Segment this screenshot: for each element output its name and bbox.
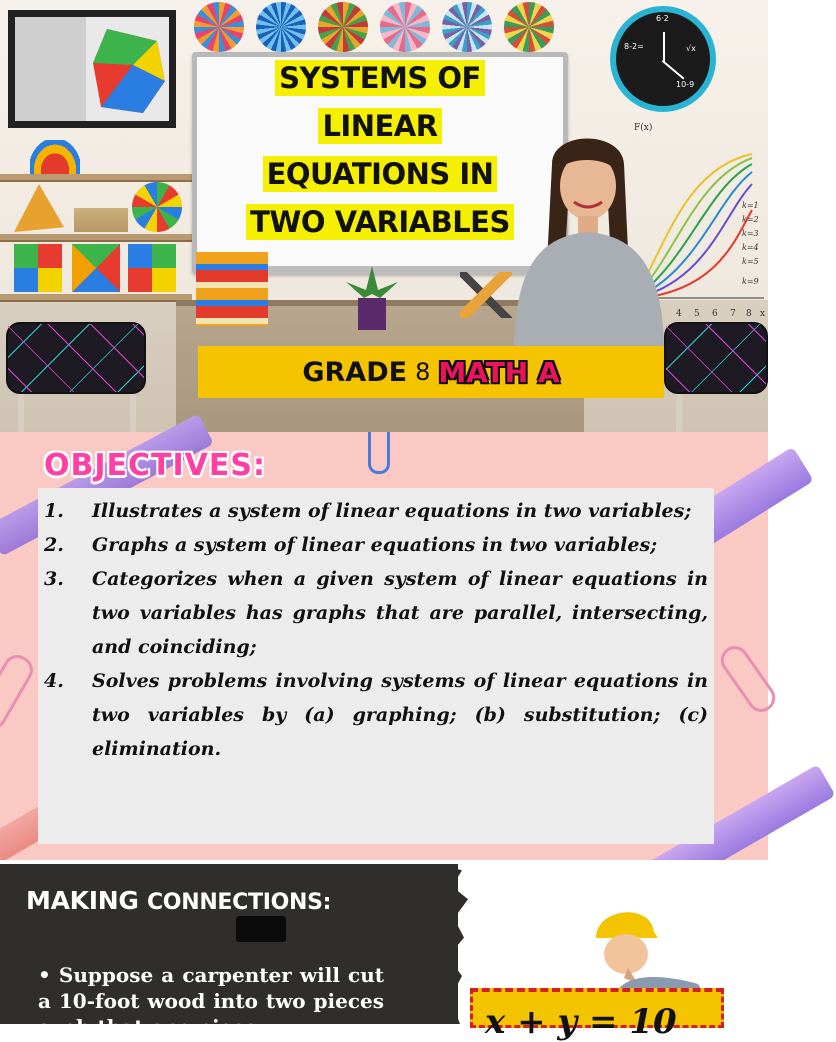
stool [664,322,768,394]
legend-entry: k=5 [742,257,759,266]
grade-number: 8 [415,358,431,386]
rubiks-cube-icon [14,244,62,292]
paperclip-icon [0,650,38,734]
clock-number: √x [686,44,696,53]
mandala-icon [380,2,430,52]
paperclip-icon [715,641,780,718]
geometry-picture-frame [8,10,176,128]
stool-leg [676,394,682,432]
stool-leg [18,394,24,432]
objective-item [44,494,708,528]
stool-leg [130,394,136,432]
pyramid-icon [14,184,64,232]
objective-text: Illustrates a system of linear equations in two variables; [92,500,692,522]
wooden-blocks-icon [74,192,128,232]
title-line: EQUATIONS IN [263,156,498,192]
rubiks-cube-icon [128,244,176,292]
binder-clip-icon [368,432,390,474]
legend-entry: k=3 [742,229,759,238]
objective-text: Solves problems involving systems of linear equations in two variables by (a) graphing; (b) substitution; (c) elimination. [92,670,708,760]
grade-banner [198,346,664,398]
grade-word: GRADE [302,356,408,388]
mandala-icon [256,2,306,52]
objective-item [44,664,708,766]
clock-number: 6·2 [656,14,669,23]
objective-item [44,528,708,562]
stool [6,322,146,394]
binder-clip-icon [236,916,286,942]
potted-plant-icon [344,264,400,332]
legend-entry: k=1 [742,201,759,210]
shelf [0,234,192,242]
carpenter-icon [588,898,708,1000]
legend-entry: k=2 [742,215,759,224]
chart-tick: 5 [694,309,700,319]
mandala-icon [442,2,492,52]
objective-text: Categorizes when a given system of linear equations in two variables has graphs that are parallel, intersecting, and coinciding; [92,568,708,658]
chart-tick: 8 [746,309,752,319]
mandala-icon [194,2,244,52]
stacking-rings-icon [30,140,80,174]
objective-number: 2. [44,534,64,556]
objectives-heading: OBJECTIVES: [44,448,266,483]
chart-x-label: x [760,309,766,319]
lesson-title [194,60,566,252]
chart-tick: 7 [730,309,736,319]
objectives-card [38,488,714,844]
connections-title [26,886,331,915]
problem-text: • Suppose a carpenter will cut a 10-foot wood into two pieces such that one piece [38,963,384,1039]
dodecahedron-icon [132,182,182,232]
connections-title-word: CONNECTIONS: [146,890,332,915]
math-clock [610,6,716,112]
teacher-photo [512,124,666,346]
shelf [0,174,192,182]
classroom-banner [0,0,768,432]
objective-number: 3. [44,568,64,590]
equation-box [470,988,724,1042]
objectives-section [0,432,768,860]
clock-hand [662,60,685,80]
objective-number: 4. [44,670,64,692]
chart-y-label: F(x) [634,123,653,133]
mandala-icon [318,2,368,52]
clock-number: 8-2= [624,42,644,51]
clock-hand [663,32,665,62]
title-line: SYSTEMS OF [275,60,485,96]
equation-text: x + y = 10 [485,1002,677,1042]
making-connections-section [0,860,768,1042]
objective-number: 1. [44,500,64,522]
legend-entry: k=9 [742,277,759,286]
polyhedron-icon [15,17,169,121]
chart-tick: 6 [712,309,718,319]
shelf [0,294,192,302]
tools-icon [460,272,512,318]
title-line: TWO VARIABLES [246,204,514,240]
objective-item [44,562,708,664]
mandala-icon [504,2,554,52]
title-line: LINEAR [318,108,441,144]
books-icon [196,252,268,326]
objective-text: Graphs a system of linear equations in two variables; [92,534,658,556]
clock-number: 10-9 [676,80,695,89]
connections-title-word: MAKING [26,886,139,915]
subject-label: MATH A [438,355,560,389]
tangram-icon [72,244,120,292]
mandala-row [194,2,554,52]
legend-entry: k=4 [742,243,759,252]
chart-tick: 4 [676,309,682,319]
